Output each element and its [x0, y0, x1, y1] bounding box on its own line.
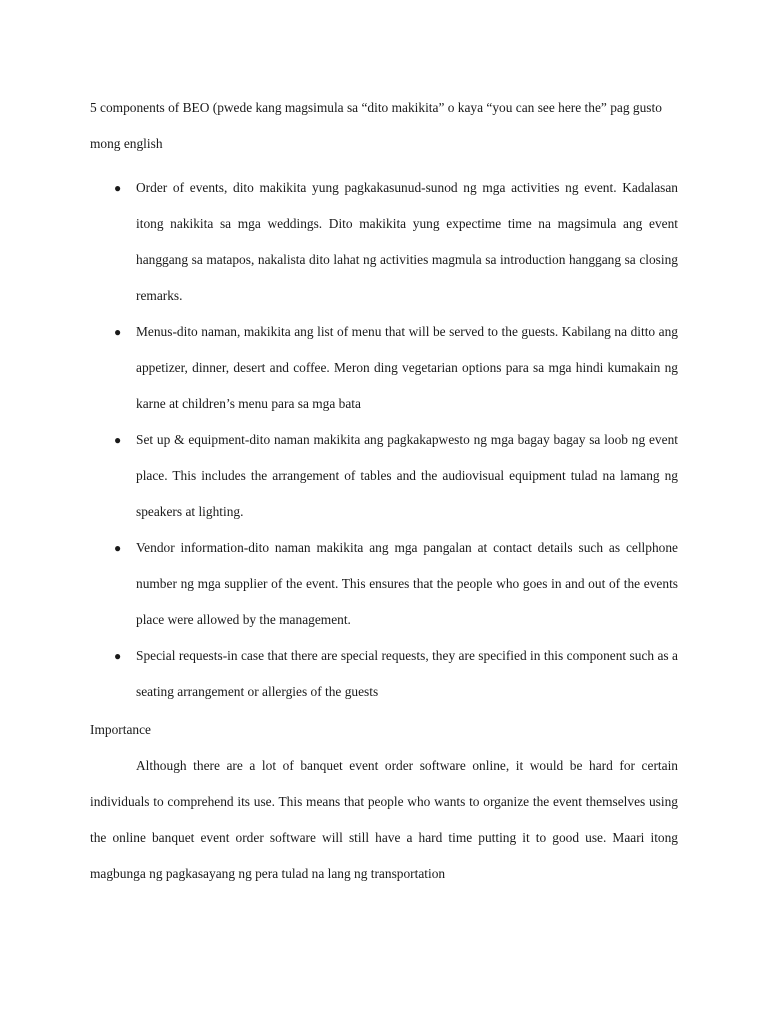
list-item	[90, 530, 678, 638]
list-item-text: Vendor information-dito naman makikita ang mga pangalan at contact details such as cellphone number ng mga supplier of the event. This ensures that the people who goes in and out of the events place were allowed by the management.	[136, 540, 678, 627]
list-item	[90, 422, 678, 530]
list-item	[90, 314, 678, 422]
bullet-icon: ●	[114, 649, 122, 663]
importance-paragraph: Although there are a lot of banquet event order software online, it would be hard for certain individuals to comprehend its use. This means that people who wants to organize the event themselves using the online banquet event order software will still have a hard time putting it to good use. Maari itong magbunga ng pagkasayang ng pera tulad na lang ng transportation	[90, 758, 678, 881]
document-body	[90, 90, 678, 892]
list-item-text: Menus-dito naman, makikita ang list of menu that will be served to the guests. Kabilang na ditto ang appetizer, dinner, desert and coffee. Meron ding vegetarian options para sa mga hindi kumakain ng karne at children’s menu para sa mga bata	[136, 324, 678, 411]
list-item-text: Set up & equipment-dito naman makikita ang pagkakapwesto ng mga bagay bagay sa loob ng event place. This includes the arrangement of tables and the audiovisual equipment tulad na lamang ng speakers at lighting.	[136, 432, 678, 519]
list-item	[90, 638, 678, 710]
components-list	[90, 170, 678, 710]
list-item-text: Order of events, dito makikita yung pagkakasunud-sunod ng mga activities ng event. Kadalasan itong nakikita sa mga weddings. Dito makikita yung expectime time na magsimula ang event hanggang sa matapos, nakalista dito lahat ng activities magmula sa introduction hanggang sa closing remarks.	[136, 180, 678, 303]
bullet-icon: ●	[114, 181, 122, 195]
intro-text: 5 components of BEO (pwede kang magsimula sa “dito makikita” o kaya “you can see here the” pag gusto mong english	[90, 100, 662, 151]
list-item	[90, 170, 678, 314]
section-heading-importance: Importance	[90, 722, 151, 737]
bullet-icon: ●	[114, 433, 122, 447]
list-item-text: Special requests-in case that there are special requests, they are specified in this component such as a seating arrangement or allergies of the guests	[136, 648, 678, 699]
bullet-icon: ●	[114, 325, 122, 339]
bullet-icon: ●	[114, 541, 122, 555]
